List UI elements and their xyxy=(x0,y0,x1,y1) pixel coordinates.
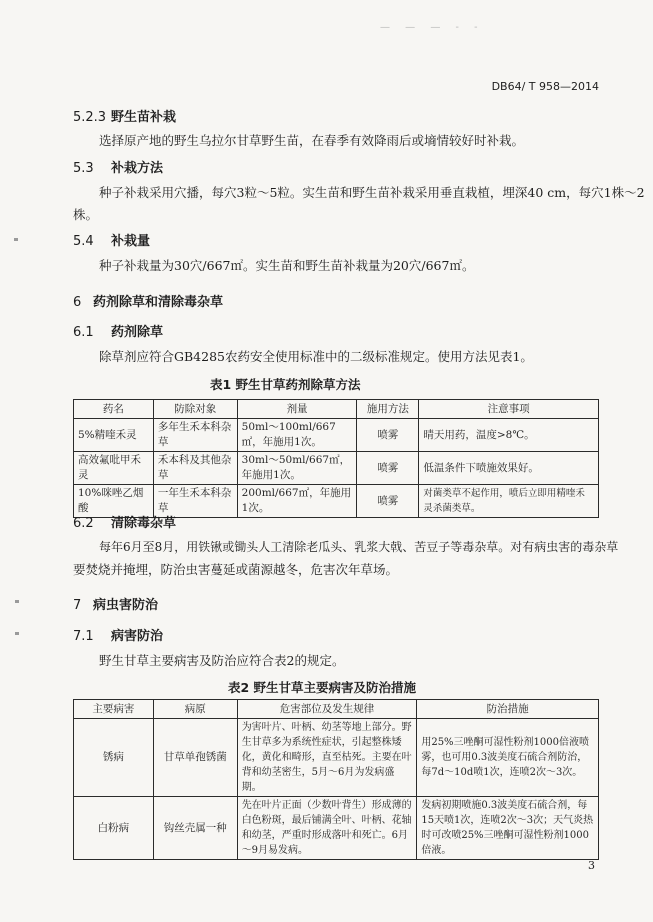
table-cell: 一年生禾本科杂草 xyxy=(153,485,237,518)
scan-speck xyxy=(15,632,19,635)
table-cell: 喷雾 xyxy=(357,485,419,518)
table-row xyxy=(74,797,599,860)
table1-header: 剂量 xyxy=(237,400,357,419)
section-heading-7-1: 7.1 病害防治 xyxy=(73,629,164,644)
scan-artifact: — — — - - xyxy=(380,22,484,33)
scan-speck xyxy=(14,238,18,241)
table-row xyxy=(74,452,599,485)
paragraph-6-1: 除草剂应符合GB4285农药安全使用标准中的二级标准规定。使用方法见表1。 xyxy=(99,349,533,364)
table1-caption: 表1 野生甘草药剂除草方法 xyxy=(210,377,361,392)
table2-header: 防治措施 xyxy=(417,700,599,719)
scan-speck xyxy=(15,600,19,603)
paragraph-7-1: 野生甘草主要病害及防治应符合表2的规定。 xyxy=(99,653,345,668)
section-heading-6-2: 6.2 清除毒杂草 xyxy=(73,516,177,531)
standard-number: DB64/ T 958—2014 xyxy=(491,80,599,93)
table-cell: 50ml～100ml/667㎡，年施用1次。 xyxy=(237,419,357,452)
table-cell: 为害叶片、叶柄、幼茎等地上部分。野生甘草多为系统性症状，引起整株矮化，黄化和畸形，直至枯死。主要在叶背和幼茎密生，5月～6月为发病盛期。 xyxy=(237,719,417,797)
paragraph-5-2-3: 选择原产地的野生乌拉尔甘草野生苗，在春季有效降雨后或墒情较好时补栽。 xyxy=(99,133,525,148)
paragraph-6-2-line2: 要焚烧并掩埋，防治虫害蔓延或菌源越冬，危害次年草场。 xyxy=(73,562,399,577)
table-cell: 对菌类草不起作用，喷后立即用精喹禾灵杀菌类草。 xyxy=(419,485,599,518)
table-cell: 禾本科及其他杂草 xyxy=(153,452,237,485)
section-heading-5-3: 5.3 补栽方法 xyxy=(73,161,164,176)
table2-header: 主要病害 xyxy=(74,700,154,719)
section-heading-7: 7 病虫害防治 xyxy=(73,598,159,613)
table-cell: 先在叶片正面（少数叶背生）形成薄的白色粉斑，最后铺满全叶、叶柄、花轴和幼茎，严重时形成落叶和死亡。6月～9月易发病。 xyxy=(237,797,417,860)
table-cell: 高效氟吡甲禾灵 xyxy=(74,452,154,485)
table2-header: 病原 xyxy=(153,700,237,719)
table1-header: 注意事项 xyxy=(419,400,599,419)
table-row xyxy=(74,419,599,452)
section-heading-6-1: 6.1 药剂除草 xyxy=(73,325,164,340)
paragraph-5-3-line1: 种子补栽采用穴播，每穴3粒～5粒。实生苗和野生苗补栽采用垂直栽植，埋深40 cm，每穴1株～2 xyxy=(99,185,645,200)
table-cell: 喷雾 xyxy=(357,452,419,485)
table-cell: 锈病 xyxy=(74,719,154,797)
table-cell: 甘草单孢锈菌 xyxy=(153,719,237,797)
section-heading-5-4: 5.4 补栽量 xyxy=(73,234,151,249)
paragraph-6-2-line1: 每年6月至8月，用铁锹或锄头人工清除老瓜头、乳浆大戟、苦豆子等毒杂草。对有病虫害的毒杂草 xyxy=(99,540,619,554)
table1-header: 药名 xyxy=(74,400,154,419)
section-heading-6: 6 药剂除草和清除毒杂草 xyxy=(73,295,224,310)
table-cell: 多年生禾本科杂草 xyxy=(153,419,237,452)
page-number: 3 xyxy=(588,859,595,872)
paragraph-5-3-line2: 株。 xyxy=(73,207,99,222)
table-cell: 低温条件下喷施效果好。 xyxy=(419,452,599,485)
table-cell: 30ml～50ml/667㎡，年施用1次。 xyxy=(237,452,357,485)
table-cell: 发病初期喷施0.3波美度石硫合剂，每15天喷1次，连喷2次～3次；天气炎热时可改喷25%三唑酮可湿性粉剂1000倍液。 xyxy=(417,797,599,860)
table-cell: 钩丝壳属一种 xyxy=(153,797,237,860)
table-row xyxy=(74,719,599,797)
table2 xyxy=(73,699,599,860)
table1-header: 防除对象 xyxy=(153,400,237,419)
table1 xyxy=(73,399,599,518)
table-cell: 200ml/667㎡，年施用1次。 xyxy=(237,485,357,518)
table1-header-row xyxy=(74,400,599,419)
paragraph-5-4: 种子补栽量为30穴/667㎡。实生苗和野生苗补栽量为20穴/667㎡。 xyxy=(99,258,475,273)
table-cell: 白粉病 xyxy=(74,797,154,860)
table-cell: 10%咪唑乙烟酸 xyxy=(74,485,154,518)
section-heading-5-2-3: 5.2.3 野生苗补栽 xyxy=(73,110,177,125)
table2-caption: 表2 野生甘草主要病害及防治措施 xyxy=(228,680,417,695)
table-cell: 晴天用药，温度>8℃。 xyxy=(419,419,599,452)
table-cell: 5%精喹禾灵 xyxy=(74,419,154,452)
table-cell: 喷雾 xyxy=(357,419,419,452)
table2-header: 危害部位及发生规律 xyxy=(237,700,417,719)
table-cell: 用25%三唑酮可湿性粉剂1000倍液喷雾，也可用0.3波美度石硫合剂防治，每7d～10d喷1次，连喷2次～3次。 xyxy=(417,719,599,797)
table2-header-row xyxy=(74,700,599,719)
table1-header: 施用方法 xyxy=(357,400,419,419)
